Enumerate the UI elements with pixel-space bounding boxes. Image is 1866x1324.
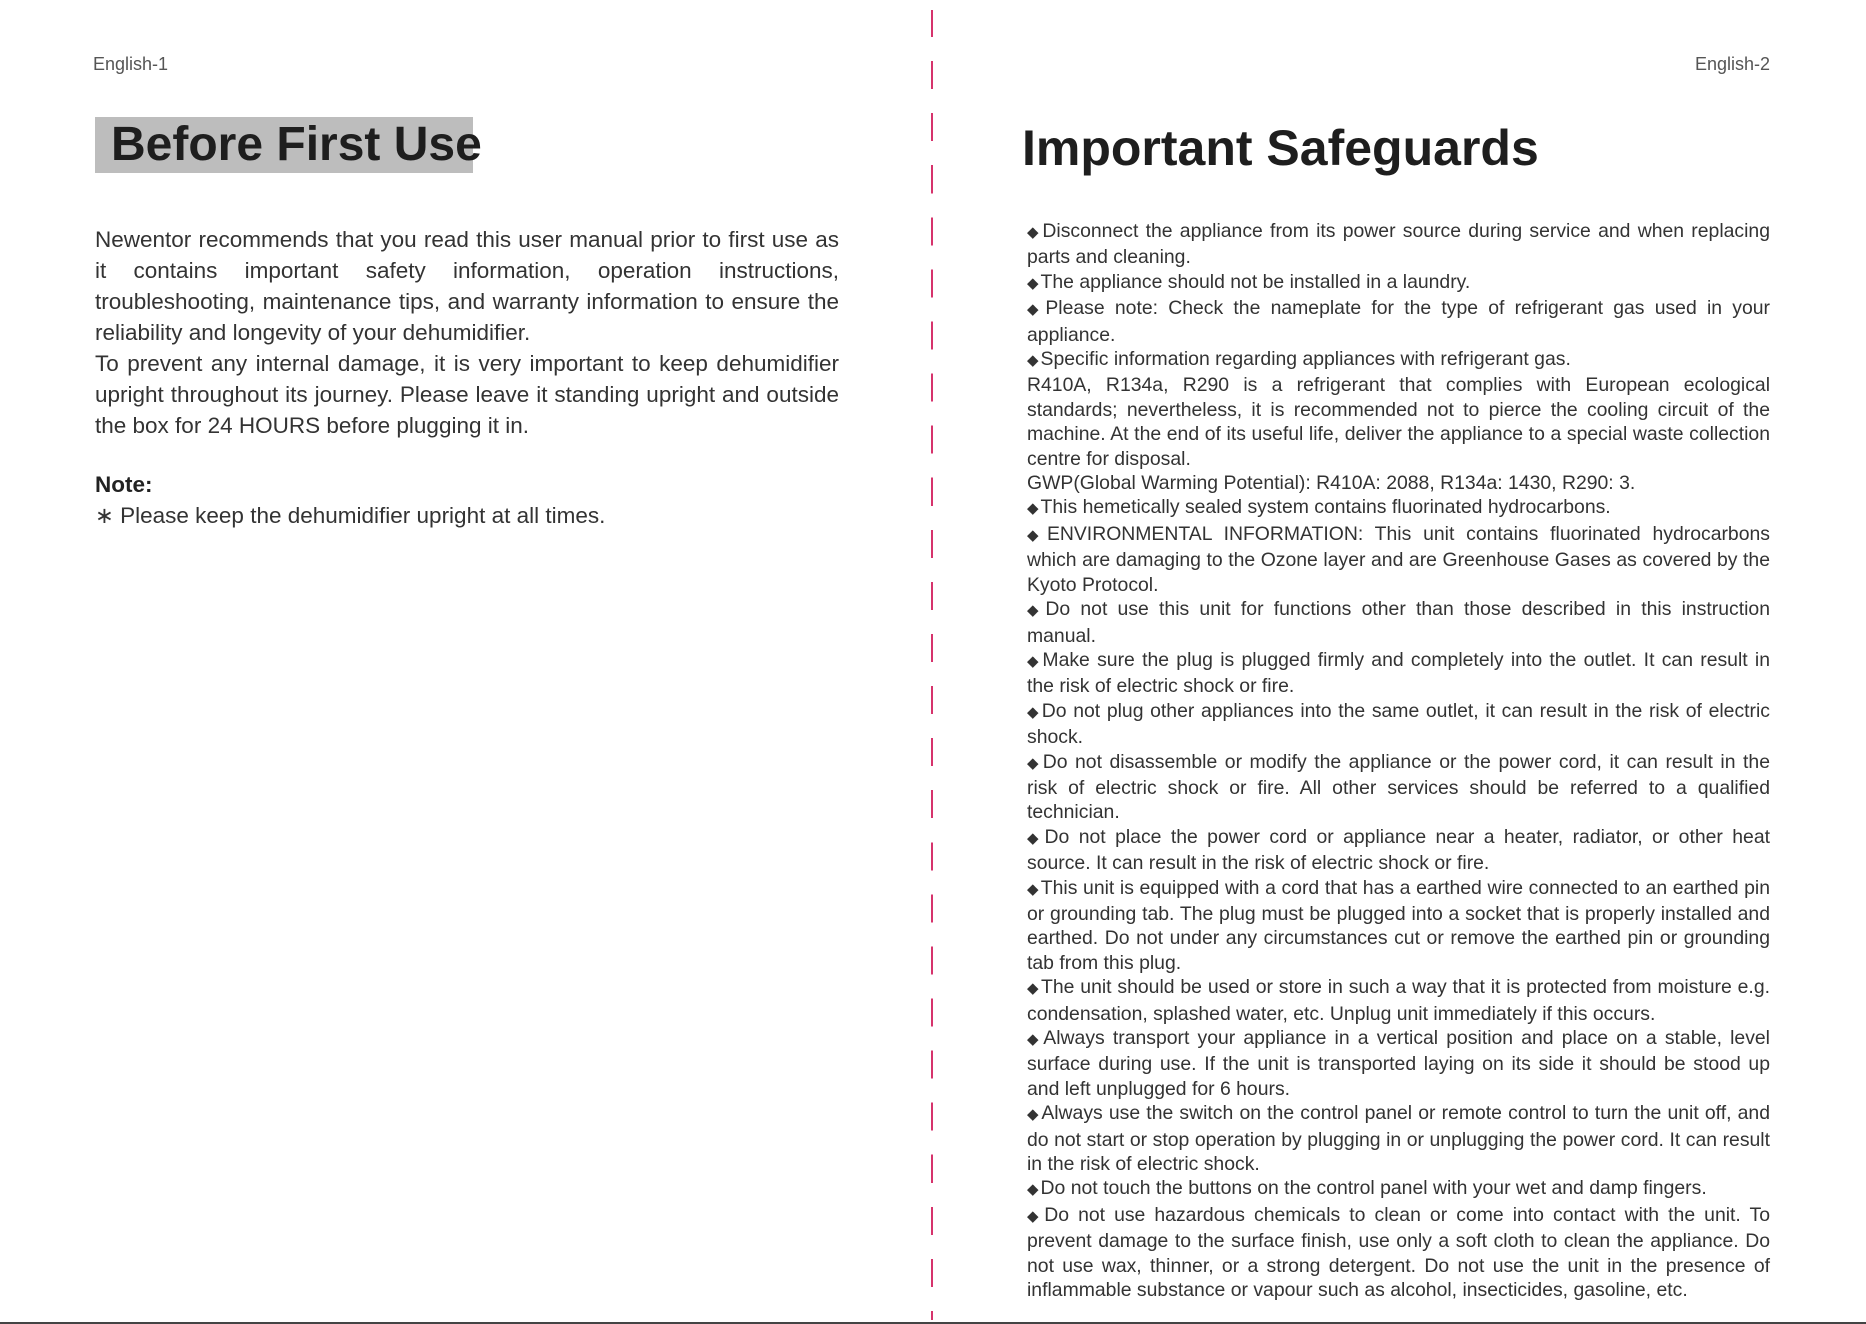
diamond-bullet-icon: ◆ (1027, 352, 1039, 370)
diamond-bullet-icon: ◆ (1027, 754, 1041, 772)
intro-text-block (95, 224, 839, 441)
safeguard-text: R410A, R134a, R290 is a refrigerant that complies with European ecological standards; nevertheless, it is recommended not to pierce the cooling circuit of the machine. At the end of its useful life, deliver the appliance to a special waste collection centre for disposal. (1027, 374, 1770, 470)
safeguard-text: Always transport your appliance in a vertical position and place on a stable, level surface during use. If the unit is transported laying on its side it should be stood up and left unplugged for 6 hours. (1027, 1027, 1770, 1100)
safeguards-list (1027, 219, 1770, 1302)
safeguard-text: Do not use this unit for functions other than those described in this instruction manual. (1027, 598, 1770, 647)
diamond-bullet-icon: ◆ (1027, 829, 1043, 847)
important-safeguards-title: Important Safeguards (1022, 120, 1539, 176)
safeguard-text: Do not disassemble or modify the appliance or the power cord, it can result in the risk of electric shock or fire. All other services should be referred to a qualified technician. (1027, 750, 1770, 824)
safeguard-item (1027, 373, 1770, 471)
safeguard-item (1027, 495, 1770, 521)
safeguard-item (1027, 648, 1770, 699)
safeguard-item (1027, 270, 1770, 296)
safeguard-item (1027, 1176, 1770, 1202)
diamond-bullet-icon: ◆ (1027, 880, 1039, 898)
safeguard-item (1027, 699, 1770, 750)
safeguard-text: Do not place the power cord or appliance near a heater, radiator, or other heat source. It can result in the risk of electric shock or fire. (1027, 825, 1770, 875)
safeguard-text: Make sure the plug is plugged firmly and completely into the outlet. It can result in the risk of electric shock or fire. (1027, 648, 1770, 698)
safeguard-text: Do not use hazardous chemicals to clean or come into contact with the unit. To prevent damage to the surface finish, use only a soft cloth to clean the appliance. Do not use wax, thinner, or a strong detergent. Do not use the unit in the presence of inflammable substance or vapour such as alcohol, insecticides, gasoline, etc. (1027, 1203, 1770, 1302)
safeguard-item (1027, 347, 1770, 373)
safeguard-item (1027, 1203, 1770, 1303)
intro-paragraph: Newentor recommends that you read this user manual prior to first use as it contains important safety information, operation instructions, troubleshooting, maintenance tips, and warranty information to ensure the reliability and longevity of your dehumidifier. (95, 227, 839, 345)
before-first-use-title-highlight (95, 117, 482, 173)
diamond-bullet-icon: ◆ (1027, 652, 1041, 670)
safeguard-text: Disconnect the appliance from its power source during service and when replacing parts and cleaning. (1027, 220, 1770, 269)
diamond-bullet-icon: ◆ (1027, 1031, 1042, 1048)
page-number-right: English-2 (1694, 54, 1770, 74)
safeguard-item (1027, 876, 1770, 976)
safeguard-text: Always use the switch on the control panel or remote control to turn the unit off, and do not start or stop operation by plugging in or unplugging the power cord. It can result in the risk of electric shock. (1027, 1102, 1770, 1176)
safeguard-item (1027, 522, 1770, 597)
safeguard-item (1027, 750, 1770, 825)
safeguard-text: GWP(Global Warming Potential): R410A: 2088, R134a: 1430, R290: 3. (1027, 472, 1636, 495)
diamond-bullet-icon: ◆ (1027, 602, 1044, 620)
before-first-use-title: Before First Use (111, 118, 482, 171)
diamond-bullet-icon: ◆ (1027, 703, 1040, 721)
safeguard-text: Do not touch the buttons on the control panel with your wet and damp fingers. (1040, 1177, 1707, 1200)
safeguard-item (1027, 825, 1770, 876)
safeguard-item (1027, 975, 1770, 1026)
safeguard-item (1027, 219, 1770, 270)
note-text: ∗ Please keep the dehumidifier upright at all times. (95, 503, 606, 528)
safeguard-text: The unit should be used or store in such a way that it is protected from moisture e.g. condensation, splashed water, etc. Unplug unit immediately if this occurs. (1027, 976, 1770, 1025)
intro-paragraph: To prevent any internal damage, it is very important to keep dehumidifier upright throughout its journey. Please leave it standing upright and outside the box for 24 HOURS before plugging it in. (95, 351, 839, 438)
diamond-bullet-icon: ◆ (1027, 1181, 1039, 1199)
diamond-bullet-icon: ◆ (1027, 274, 1039, 292)
safeguard-item (1027, 1101, 1770, 1176)
safeguard-text: This unit is equipped with a cord that has a earthed wire connected to an earthed pin or grounding tab. The plug must be plugged into a socket that is properly installed and earthed. Do not under any circumstances cut or remove the earthed pin or grounding tab from this plug. (1027, 876, 1770, 974)
diamond-bullet-icon: ◆ (1027, 980, 1040, 998)
safeguard-text: Do not plug other appliances into the same outlet, it can result in the risk of electric shock. (1027, 699, 1770, 749)
safeguard-text: The appliance should not be installed in a laundry. (1040, 270, 1471, 293)
page-fold-divider (931, 10, 933, 1320)
safeguard-item (1027, 597, 1770, 648)
safeguard-text: Please note: Check the nameplate for the type of refrigerant gas used in your appliance. (1027, 297, 1770, 346)
note-heading: Note: (95, 472, 153, 497)
safeguard-text: Specific information regarding appliances with refrigerant gas. (1040, 348, 1571, 371)
page-number-left: English-1 (93, 54, 169, 74)
diamond-bullet-icon: ◆ (1027, 1207, 1043, 1225)
diamond-bullet-icon: ◆ (1027, 301, 1044, 319)
safeguard-item (1027, 1026, 1770, 1101)
safeguard-item (1027, 296, 1770, 347)
diamond-bullet-icon: ◆ (1027, 526, 1045, 544)
diamond-bullet-icon: ◆ (1027, 500, 1039, 518)
diamond-bullet-icon: ◆ (1027, 1106, 1040, 1124)
safeguard-item (1027, 471, 1770, 495)
safeguard-text: This hemetically sealed system contains fluorinated hydrocarbons. (1040, 496, 1611, 519)
diamond-bullet-icon: ◆ (1027, 224, 1041, 241)
safeguard-text: ENVIRONMENTAL INFORMATION: This unit contains fluorinated hydrocarbons which are damaging to the Ozone layer and are Greenhouse Gases as covered by the Kyoto Protocol. (1027, 522, 1770, 596)
